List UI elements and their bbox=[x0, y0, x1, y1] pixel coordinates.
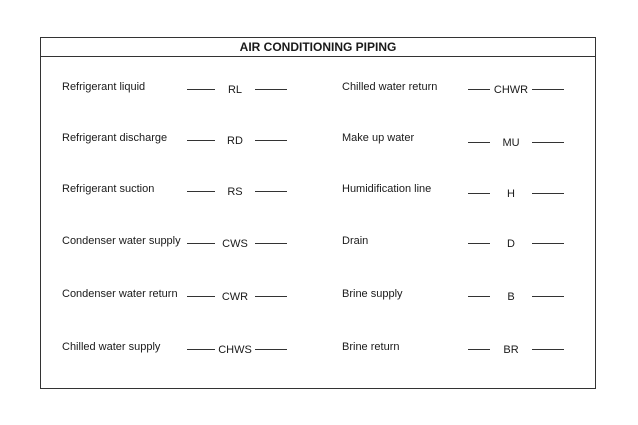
pipe-label: Chilled water supply bbox=[62, 341, 161, 353]
pipe-label: Make up water bbox=[342, 132, 415, 144]
pipe-label: Chilled water return bbox=[342, 81, 438, 93]
line-segment-left bbox=[187, 191, 215, 192]
line-segment-left bbox=[468, 296, 490, 297]
pipe-label: Humidification line bbox=[342, 183, 432, 195]
legend-title: AIR CONDITIONING PIPING bbox=[41, 38, 595, 57]
line-segment-right bbox=[255, 140, 287, 141]
line-segment-left bbox=[468, 349, 490, 350]
line-segment-left bbox=[187, 296, 215, 297]
pipe-label: Condenser water return bbox=[62, 288, 178, 300]
line-segment-right bbox=[532, 89, 564, 90]
pipe-label: Condenser water supply bbox=[62, 235, 181, 247]
pipe-label: Drain bbox=[342, 235, 369, 247]
line-segment-right bbox=[532, 142, 564, 143]
line-segment-left bbox=[468, 193, 490, 194]
line-segment-left bbox=[187, 89, 215, 90]
pipe-code: CHWR bbox=[493, 84, 529, 96]
pipe-label: Refrigerant discharge bbox=[62, 132, 168, 144]
line-segment-right bbox=[255, 243, 287, 244]
line-segment-left bbox=[187, 140, 215, 141]
line-segment-left bbox=[187, 243, 215, 244]
line-segment-right bbox=[532, 243, 564, 244]
pipe-code: H bbox=[507, 188, 515, 200]
line-segment-right bbox=[255, 349, 287, 350]
pipe-label: Brine return bbox=[342, 341, 400, 353]
line-segment-right bbox=[255, 191, 287, 192]
line-segment-right bbox=[255, 296, 287, 297]
line-segment-left bbox=[468, 89, 490, 90]
line-segment-right bbox=[255, 89, 287, 90]
pipe-code: RD bbox=[227, 135, 243, 147]
pipe-code: B bbox=[507, 291, 515, 303]
pipe-label: Refrigerant liquid bbox=[62, 81, 146, 93]
pipe-label: Brine supply bbox=[342, 288, 403, 300]
line-segment-right bbox=[532, 193, 564, 194]
line-segment-right bbox=[532, 296, 564, 297]
pipe-code: CWS bbox=[222, 238, 248, 250]
line-segment-left bbox=[187, 349, 215, 350]
pipe-code: RL bbox=[227, 84, 243, 96]
line-segment-left bbox=[468, 142, 490, 143]
pipe-code: CWR bbox=[221, 291, 249, 303]
pipe-label: Refrigerant suction bbox=[62, 183, 155, 195]
pipe-code: RS bbox=[227, 186, 243, 198]
line-segment-right bbox=[532, 349, 564, 350]
pipe-code: MU bbox=[502, 137, 520, 149]
pipe-code: BR bbox=[503, 344, 519, 356]
pipe-code: CHWS bbox=[218, 344, 252, 356]
pipe-code: D bbox=[507, 238, 515, 250]
line-segment-left bbox=[468, 243, 490, 244]
